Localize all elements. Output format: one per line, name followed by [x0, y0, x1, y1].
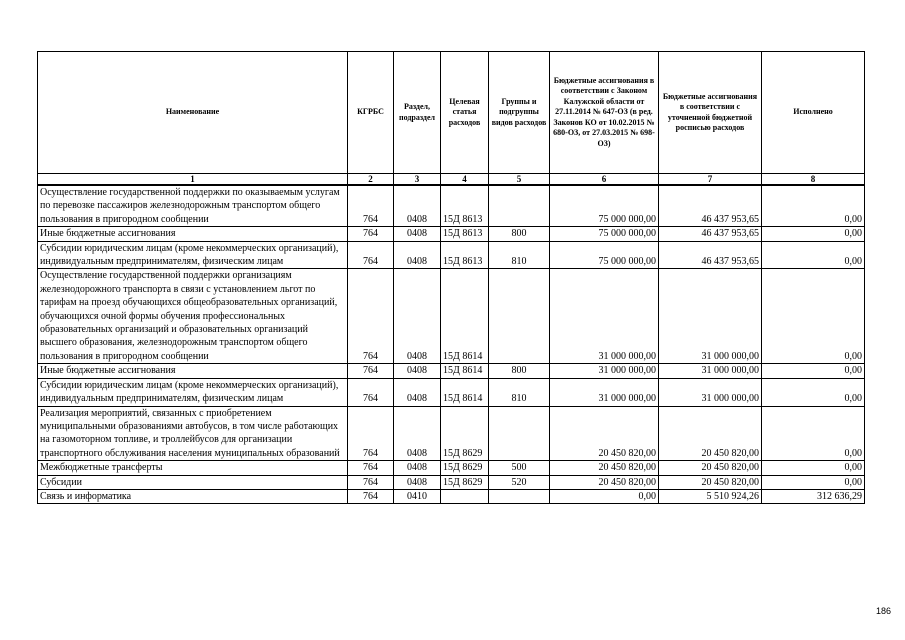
- table-row: [38, 406, 865, 461]
- colnum: 2: [348, 174, 394, 186]
- row-executed: 0,00: [762, 378, 865, 406]
- row-assign-law: 31 000 000,00: [550, 269, 659, 364]
- table-row: [38, 269, 865, 364]
- row-kgrbs: 764: [348, 241, 394, 269]
- row-kgrbs: 764: [348, 378, 394, 406]
- row-assign-refined: 31 000 000,00: [659, 378, 762, 406]
- row-name: Связь и информатика: [38, 489, 348, 503]
- header-kgrbs: КГРБС: [348, 52, 394, 174]
- header-name: Наименование: [38, 52, 348, 174]
- row-name: Иные бюджетные ассигнования: [38, 364, 348, 378]
- table-row: [38, 227, 865, 241]
- row-executed: 312 636,29: [762, 489, 865, 503]
- row-name: Осуществление государственной поддержки организациям железнодорожного транспорта в связи с установлением льгот по тарифам на проезд обучающихся общеобразовательных организаций, обучающихся очной формы обучения профессиональных образовательных организаций и образовательных организаций высшего образования, железнодорожным транспортом общего пользования в пригородном сообщении: [38, 269, 348, 364]
- column-number-row: [38, 174, 865, 186]
- row-assign-law: 20 450 820,00: [550, 406, 659, 461]
- row-executed: 0,00: [762, 406, 865, 461]
- row-executed: 0,00: [762, 241, 865, 269]
- row-assign-refined: 20 450 820,00: [659, 461, 762, 475]
- header-section: Раздел, подраздел: [394, 52, 441, 174]
- row-assign-law: 31 000 000,00: [550, 364, 659, 378]
- row-kgrbs: 764: [348, 406, 394, 461]
- table-row: [38, 241, 865, 269]
- row-target: 15Д 8614: [441, 364, 489, 378]
- row-section: 0408: [394, 227, 441, 241]
- row-executed: 0,00: [762, 364, 865, 378]
- row-section: 0408: [394, 406, 441, 461]
- row-assign-law: 0,00: [550, 489, 659, 503]
- row-kgrbs: 764: [348, 475, 394, 489]
- row-kgrbs: 764: [348, 185, 394, 227]
- colnum: 6: [550, 174, 659, 186]
- row-assign-refined: 5 510 924,26: [659, 489, 762, 503]
- row-assign-refined: 46 437 953,65: [659, 241, 762, 269]
- row-target: 15Д 8629: [441, 406, 489, 461]
- row-group: 520: [489, 475, 550, 489]
- row-assign-refined: 31 000 000,00: [659, 269, 762, 364]
- row-executed: 0,00: [762, 227, 865, 241]
- row-section: 0408: [394, 461, 441, 475]
- table-row: [38, 185, 865, 227]
- table-row: [38, 364, 865, 378]
- row-target: 15Д 8613: [441, 185, 489, 227]
- colnum: 4: [441, 174, 489, 186]
- row-assign-refined: 46 437 953,65: [659, 227, 762, 241]
- colnum: 8: [762, 174, 865, 186]
- row-executed: 0,00: [762, 185, 865, 227]
- row-assign-law: 20 450 820,00: [550, 461, 659, 475]
- row-target: 15Д 8613: [441, 241, 489, 269]
- row-group: 800: [489, 364, 550, 378]
- colnum: 3: [394, 174, 441, 186]
- header-executed: Исполнено: [762, 52, 865, 174]
- row-assign-law: 20 450 820,00: [550, 475, 659, 489]
- row-kgrbs: 764: [348, 227, 394, 241]
- row-name: Межбюджетные трансферты: [38, 461, 348, 475]
- row-executed: 0,00: [762, 461, 865, 475]
- row-kgrbs: 764: [348, 364, 394, 378]
- header-row: [38, 52, 865, 174]
- row-group: 810: [489, 241, 550, 269]
- header-assign-refined: Бюджетные ассигнования в соответствии с уточненной бюджетной росписью расходов: [659, 52, 762, 174]
- colnum: 1: [38, 174, 348, 186]
- row-section: 0408: [394, 185, 441, 227]
- table-row: [38, 475, 865, 489]
- row-group: 810: [489, 378, 550, 406]
- row-section: 0410: [394, 489, 441, 503]
- row-name: Субсидии: [38, 475, 348, 489]
- row-target: 15Д 8614: [441, 269, 489, 364]
- row-target: 15Д 8629: [441, 461, 489, 475]
- row-assign-refined: 46 437 953,65: [659, 185, 762, 227]
- row-section: 0408: [394, 364, 441, 378]
- row-group: [489, 185, 550, 227]
- row-kgrbs: 764: [348, 461, 394, 475]
- row-name: Иные бюджетные ассигнования: [38, 227, 348, 241]
- row-name: Осуществление государственной поддержки по оказываемым услугам по перевозке пассажиров железнодорожным транспортом общего пользования в пригородном сообщении: [38, 185, 348, 227]
- row-name: Реализация мероприятий, связанных с приобретением муниципальными образованиями автобусов, в том числе работающих на газомоторном топливе, и троллейбусов для организации транспортного обслуживания населения муниципальных образований: [38, 406, 348, 461]
- row-name: Субсидии юридическим лицам (кроме некоммерческих организаций), индивидуальным предпринимателям, физическим лицам: [38, 378, 348, 406]
- row-kgrbs: 764: [348, 489, 394, 503]
- row-assign-law: 75 000 000,00: [550, 241, 659, 269]
- colnum: 5: [489, 174, 550, 186]
- row-assign-law: 75 000 000,00: [550, 227, 659, 241]
- row-group: [489, 406, 550, 461]
- colnum: 7: [659, 174, 762, 186]
- header-target: Целевая статья расходов: [441, 52, 489, 174]
- row-executed: 0,00: [762, 269, 865, 364]
- row-assign-refined: 20 450 820,00: [659, 406, 762, 461]
- row-group: [489, 269, 550, 364]
- table-row: [38, 461, 865, 475]
- row-target: 15Д 8629: [441, 475, 489, 489]
- table-row: [38, 489, 865, 503]
- row-group: [489, 489, 550, 503]
- row-assign-law: 31 000 000,00: [550, 378, 659, 406]
- budget-table: [37, 51, 865, 504]
- row-group: 500: [489, 461, 550, 475]
- table-row: [38, 378, 865, 406]
- page-number: 186: [875, 606, 891, 616]
- row-kgrbs: 764: [348, 269, 394, 364]
- row-assign-refined: 20 450 820,00: [659, 475, 762, 489]
- row-assign-law: 75 000 000,00: [550, 185, 659, 227]
- row-section: 0408: [394, 269, 441, 364]
- row-section: 0408: [394, 378, 441, 406]
- row-name: Субсидии юридическим лицам (кроме некоммерческих организаций), индивидуальным предпринимателям, физическим лицам: [38, 241, 348, 269]
- header-groups: Группы и подгруппы видов расходов: [489, 52, 550, 174]
- row-target: 15Д 8614: [441, 378, 489, 406]
- row-executed: 0,00: [762, 475, 865, 489]
- row-target: 15Д 8613: [441, 227, 489, 241]
- header-assign-law: Бюджетные ассигнования в соответствии с Законом Калужской области от 27.11.2014 № 647-ОЗ (в ред. Законов КО от 10.02.2015 № 680-ОЗ, от 27.03.2015 № 698-ОЗ): [550, 52, 659, 174]
- row-assign-refined: 31 000 000,00: [659, 364, 762, 378]
- row-section: 0408: [394, 241, 441, 269]
- row-section: 0408: [394, 475, 441, 489]
- row-group: 800: [489, 227, 550, 241]
- row-target: [441, 489, 489, 503]
